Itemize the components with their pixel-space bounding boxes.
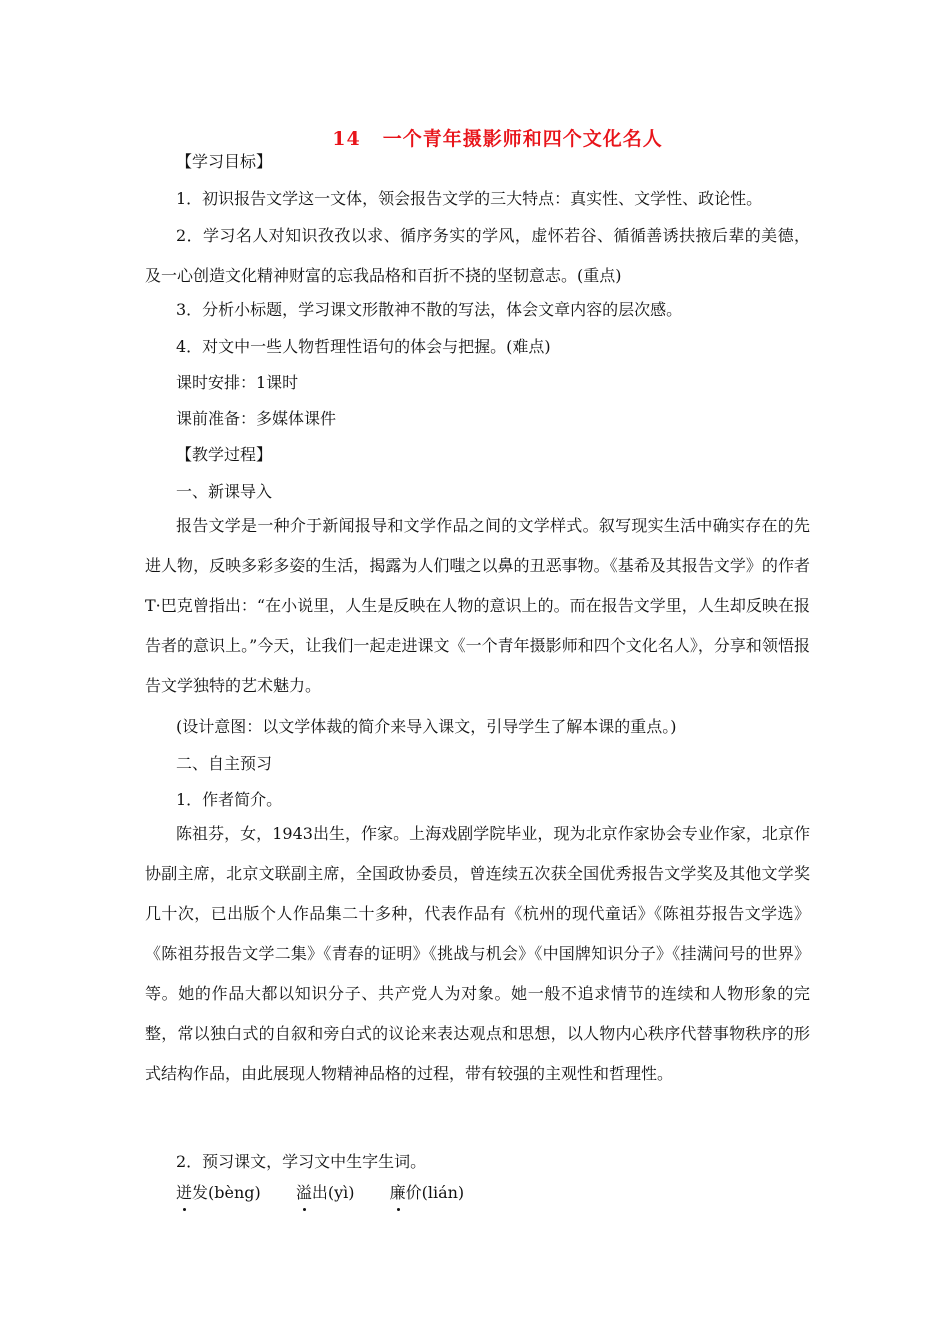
goal-item-2: 2．学习名人对知识孜孜以求、循序务实的学风，虚怀若谷、循循善诱扶掖后辈的美德，及一心创造文化精神财富的忘我品格和百折不挠的坚韧意志。(重点) [145, 226, 810, 285]
goal-item-3: 3．分析小标题，学习课文形散神不散的写法，体会文章内容的层次感。 [176, 300, 683, 319]
design-note: (设计意图：以文学体裁的简介来导入课文，引导学生了解本课的重点。) [176, 717, 677, 736]
emphasis-dot-icon [303, 1208, 306, 1211]
section-heading-intro: 一、新课导入 [176, 482, 273, 501]
process-heading: 【教学过程】 [176, 445, 273, 464]
vocab-item: 迸发(bèng) [176, 1181, 261, 1205]
schedule-text: 课时安排：1课时 [176, 373, 299, 392]
vocab-item: 廉价(lián) [390, 1181, 465, 1205]
emphasis-dot-icon [397, 1208, 400, 1211]
goals-heading: 【学习目标】 [176, 152, 273, 171]
prep-text: 课前准备：多媒体课件 [176, 409, 337, 428]
vocab-list [176, 1181, 494, 1205]
goal-item-4: 4．对文中一些人物哲理性语句的体会与把握。(难点) [176, 337, 551, 356]
goal-item-1: 1．初识报告文学这一文体，领会报告文学的三大特点：真实性、文学性、政论性。 [176, 189, 763, 208]
page-title [0, 124, 950, 151]
author-bio-paragraph: 陈祖芬，女，1943出生，作家。上海戏剧学院毕业，现为北京作家协会专业作家，北京作协副主席，北京文联副主席，全国政协委员，曾连续五次获全国优秀报告文学奖及其他文学奖几十次，已出版个人作品集二十多种，代表作品有《杭州的现代童话》《陈祖芬报告文学选》《陈祖芬报告文学二集》《青春的证明》《挑战与机会》《中国牌知识分子》《挂满问号的世界》等。她的作品大都以知识分子、共产党人为对象。她一般不追求情节的连续和人物形象的完整，常以独白式的自叙和旁白式的议论来表达观点和思想，以人物内心秩序代替事物秩序的形式结构作品，由此展现人物精神品格的过程，带有较强的主观性和哲理性。 [145, 824, 810, 1083]
lesson-number: 14 [332, 128, 361, 150]
section-heading-preview: 二、自主预习 [176, 754, 273, 773]
author-heading: 1．作者简介。 [176, 790, 283, 809]
preview-heading: 2．预习课文，学习文中生字生词。 [176, 1152, 427, 1171]
emphasis-dot-icon [183, 1208, 186, 1211]
lesson-title: 一个青年摄影师和四个文化名人 [382, 128, 663, 150]
intro-paragraph: 报告文学是一种介于新闻报导和文学作品之间的文学样式。叙写现实生活中确实存在的先进人物，反映多彩多姿的生活，揭露为人们嗤之以鼻的丑恶事物。《基希及其报告文学》的作者T·巴克曾指出：“在小说里，人生是反映在人物的意识上的。而在报告文学里，人生却反映在报告者的意识上。”今天，让我们一起走进课文《一个青年摄影师和四个文化名人》，分享和领悟报告文学独特的艺术魅力。 [145, 516, 810, 695]
vocab-item: 溢出(yì) [296, 1181, 355, 1205]
